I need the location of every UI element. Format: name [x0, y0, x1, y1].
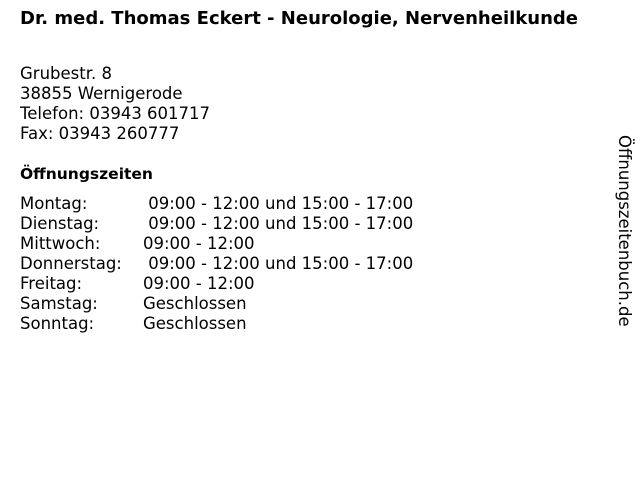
fax-number: Fax: 03943 260777: [20, 124, 180, 143]
opening-hours-table: [20, 194, 413, 334]
day-label: Montag:: [20, 194, 88, 213]
day-label: Samstag:: [20, 294, 98, 313]
day-label: Donnerstag:: [20, 254, 122, 273]
hours-row-monday: [20, 194, 413, 214]
time-value: 09:00 - 12:00 und 15:00 - 17:00: [143, 194, 414, 213]
hours-row-thursday: [20, 254, 413, 274]
street-address: Grubestr. 8: [20, 64, 112, 83]
time-value: Geschlossen: [143, 294, 247, 313]
address-block: [20, 64, 210, 144]
site-watermark-label: Öffnungszeitenbuch.de: [615, 135, 634, 327]
day-label: Mittwoch:: [20, 234, 101, 253]
business-title: Dr. med. Thomas Eckert - Neurologie, Nervenheilkunde: [20, 8, 578, 29]
time-value: 09:00 - 12:00: [143, 234, 255, 253]
time-value: 09:00 - 12:00 und 15:00 - 17:00: [143, 214, 414, 233]
day-label: Sonntag:: [20, 314, 95, 333]
time-value: Geschlossen: [143, 314, 247, 333]
time-value: 09:00 - 12:00 und 15:00 - 17:00: [143, 254, 414, 273]
hours-row-tuesday: [20, 214, 413, 234]
opening-hours-heading: Öffnungszeiten: [20, 165, 153, 183]
hours-row-wednesday: [20, 234, 413, 254]
phone-number: Telefon: 03943 601717: [20, 104, 211, 123]
day-label: Freitag:: [20, 274, 83, 293]
hours-row-friday: [20, 274, 413, 294]
time-value: 09:00 - 12:00: [143, 274, 255, 293]
hours-row-saturday: [20, 294, 413, 314]
hours-row-sunday: [20, 314, 413, 334]
day-label: Dienstag:: [20, 214, 100, 233]
city-postal-code: 38855 Wernigerode: [20, 84, 183, 103]
